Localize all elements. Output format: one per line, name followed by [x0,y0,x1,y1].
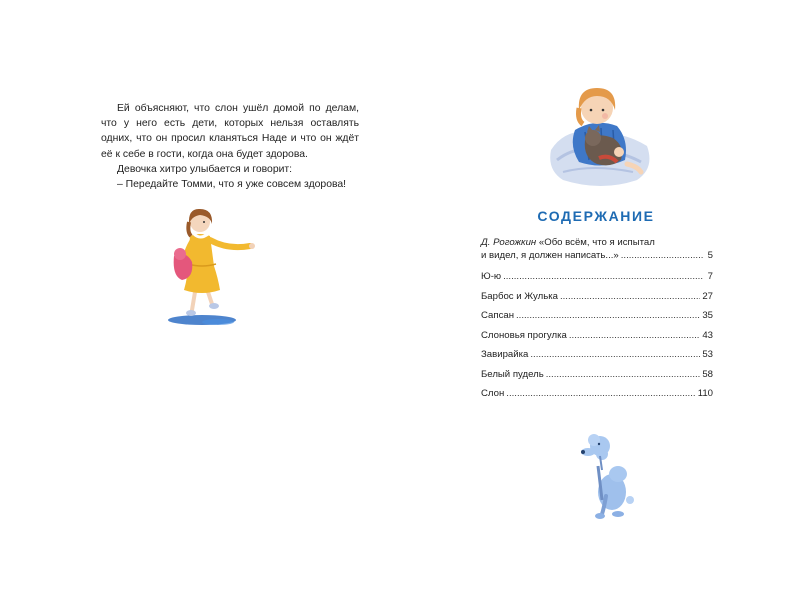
toc-page-number: 110 [697,388,713,399]
toc-page-number: 43 [702,329,713,341]
story-paragraph: Ей объясняют, что слон ушёл домой по делам, что у него есть дети, которых нельзя оставлять одних, что он просил кланяться Наде и что он ждёт её к себе в гости, когда она будет здорова. [101,103,359,160]
toc-entry-label: Барбос и Жулька [481,290,558,302]
girl-illustration [158,206,262,328]
toc-entry[interactable] [481,369,713,389]
toc-entry-label: Слон [481,388,505,399]
toc-entry-label: Белый пудель [481,368,544,380]
toc-entry[interactable] [481,349,713,369]
toc-entry[interactable] [481,291,713,311]
story-text [101,101,359,192]
toc-leader-dots [569,330,700,341]
toc-entry-title: «Обо всём, что я испытал [538,237,655,248]
toc-leader-dots [546,369,701,380]
toc-leader-dots [506,388,695,399]
toc-page-number: 27 [702,290,713,302]
toc-leader-dots [621,249,703,262]
toc-entry[interactable] [481,271,713,291]
table-of-contents [481,236,713,408]
toc-entry-label: Завирайка [481,349,529,360]
toc-page-number: 58 [702,368,713,380]
toc-page-number: 53 [702,349,713,360]
toc-page-number: 7 [707,271,713,282]
toc-leader-dots [560,291,700,302]
toc-entry[interactable] [481,388,713,408]
toc-entry-intro[interactable] [481,236,713,262]
toc-page-number: 5 [707,250,713,261]
story-paragraph: – Передайте Томми, что я уже совсем здорова! [117,179,347,191]
toc-entry-label: Сапсан [481,310,514,321]
child-with-cat-illustration [545,80,657,190]
toc-entry-author: Д. Рогожкин [481,237,537,248]
toc-leader-dots [503,271,703,282]
toc-entry[interactable] [481,310,713,330]
toc-leader-dots [516,310,700,321]
toc-page-number: 35 [702,310,713,321]
toc-entry-label: Слоновья прогулка [481,329,567,341]
toc-entry-title-cont: и видел, я должен написать...» [481,250,619,261]
toc-leader-dots [530,349,700,360]
toc-title: СОДЕРЖАНИЕ [537,208,655,224]
toc-entry[interactable] [481,330,713,350]
poodle-illustration [578,430,636,520]
toc-entry-label: Ю-ю [481,271,502,282]
story-paragraph: Девочка хитро улыбается и говорит: [117,163,293,175]
